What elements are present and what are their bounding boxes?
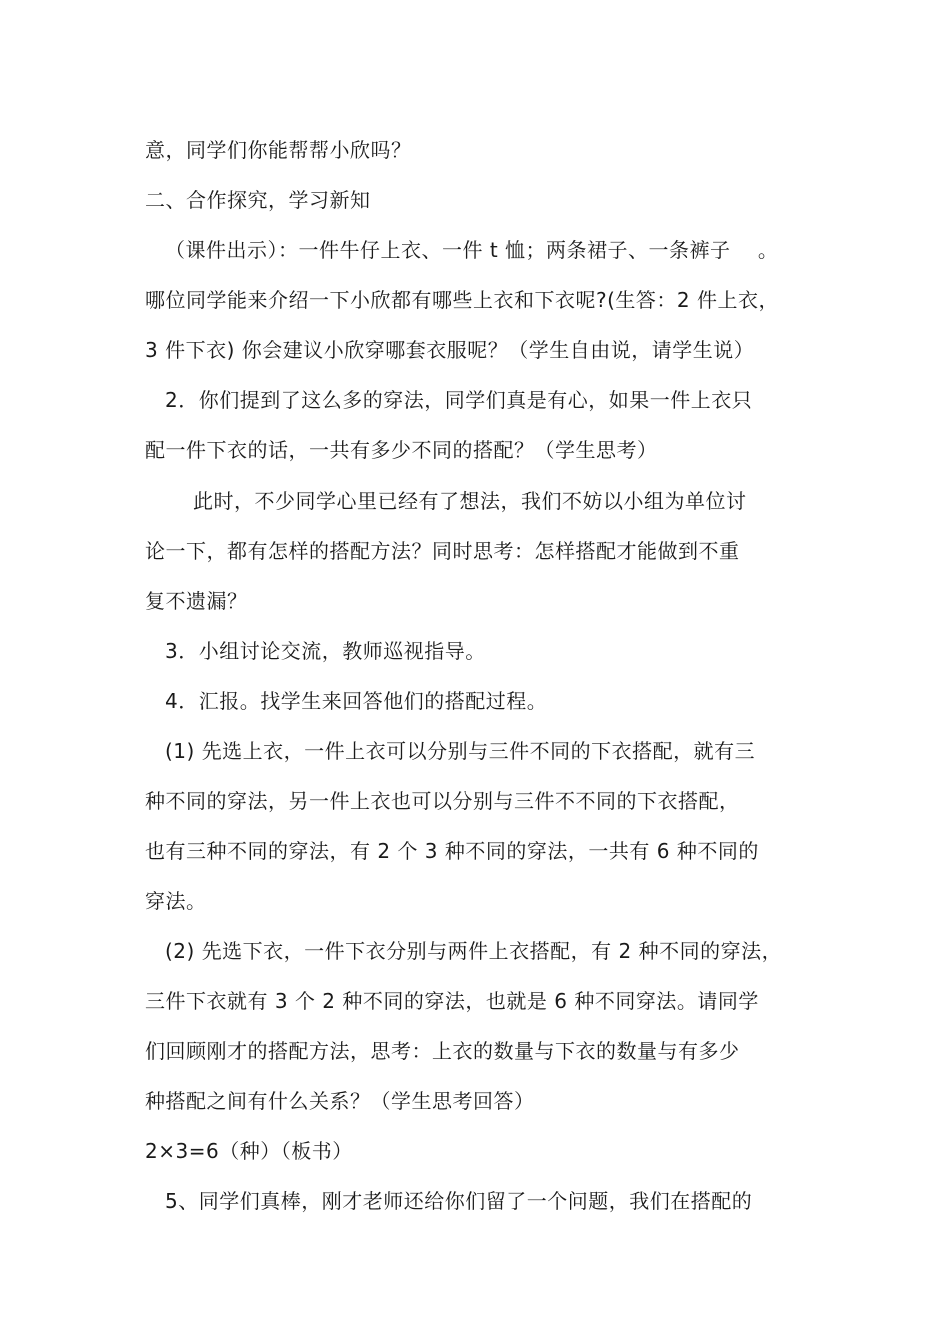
text-line: 论一下，都有怎样的搭配方法？同时思考：怎样搭配才能做到不重 xyxy=(145,539,740,563)
text-line: (1) 先选上衣，一件上衣可以分别与三件不同的下衣搭配，就有三 xyxy=(165,739,756,763)
text-line: 配一件下衣的话，一共有多少不同的搭配？（学生思考） xyxy=(145,438,658,462)
text-line: 穿法。 xyxy=(145,889,207,913)
formula-line: 2×3=6（种）（板书） xyxy=(145,1139,353,1163)
text-line: 意，同学们你能帮帮小欣吗？ xyxy=(145,138,412,162)
text-line: 也有三种不同的穿法，有 2 个 3 种不同的穿法，一共有 6 种不同的 xyxy=(145,839,759,863)
text-line: 三件下衣就有 3 个 2 种不同的穿法，也就是 6 种不同穿法。请同学 xyxy=(145,989,759,1013)
text-line: 种搭配之间有什么关系？（学生思考回答） xyxy=(145,1089,535,1113)
text-line: 4．汇报。找学生来回答他们的搭配过程。 xyxy=(165,689,548,713)
text-line: 此时，不少同学心里已经有了想法，我们不妨以小组为单位讨 xyxy=(193,489,747,513)
text-line: 3．小组讨论交流，教师巡视指导。 xyxy=(165,639,486,663)
text-line: 3 件下衣) 你会建议小欣穿哪套衣服呢？（学生自由说，请学生说） xyxy=(145,338,755,362)
section-heading: 二、合作探究，学习新知 xyxy=(145,188,371,212)
text-line: 们回顾刚才的搭配方法，思考：上衣的数量与下衣的数量与有多少 xyxy=(145,1039,740,1063)
text-line: （课件出示）：一件牛仔上衣、一件 t 恤；两条裙子、一条裤子 。 xyxy=(165,238,779,262)
text-line: 2．你们提到了这么多的穿法，同学们真是有心，如果一件上衣只 xyxy=(165,388,753,412)
text-line: (2) 先选下衣，一件下衣分别与两件上衣搭配，有 2 种不同的穿法， xyxy=(165,939,783,963)
text-line: 哪位同学能来介绍一下小欣都有哪些上衣和下衣呢?(生答：2 件上衣， xyxy=(145,288,779,312)
text-line: 复不遗漏？ xyxy=(145,589,248,613)
text-line: 5、同学们真棒，刚才老师还给你们留了一个问题，我们在搭配的 xyxy=(165,1189,753,1213)
text-line: 种不同的穿法，另一件上衣也可以分别与三件不不同的下衣搭配， xyxy=(145,789,740,813)
